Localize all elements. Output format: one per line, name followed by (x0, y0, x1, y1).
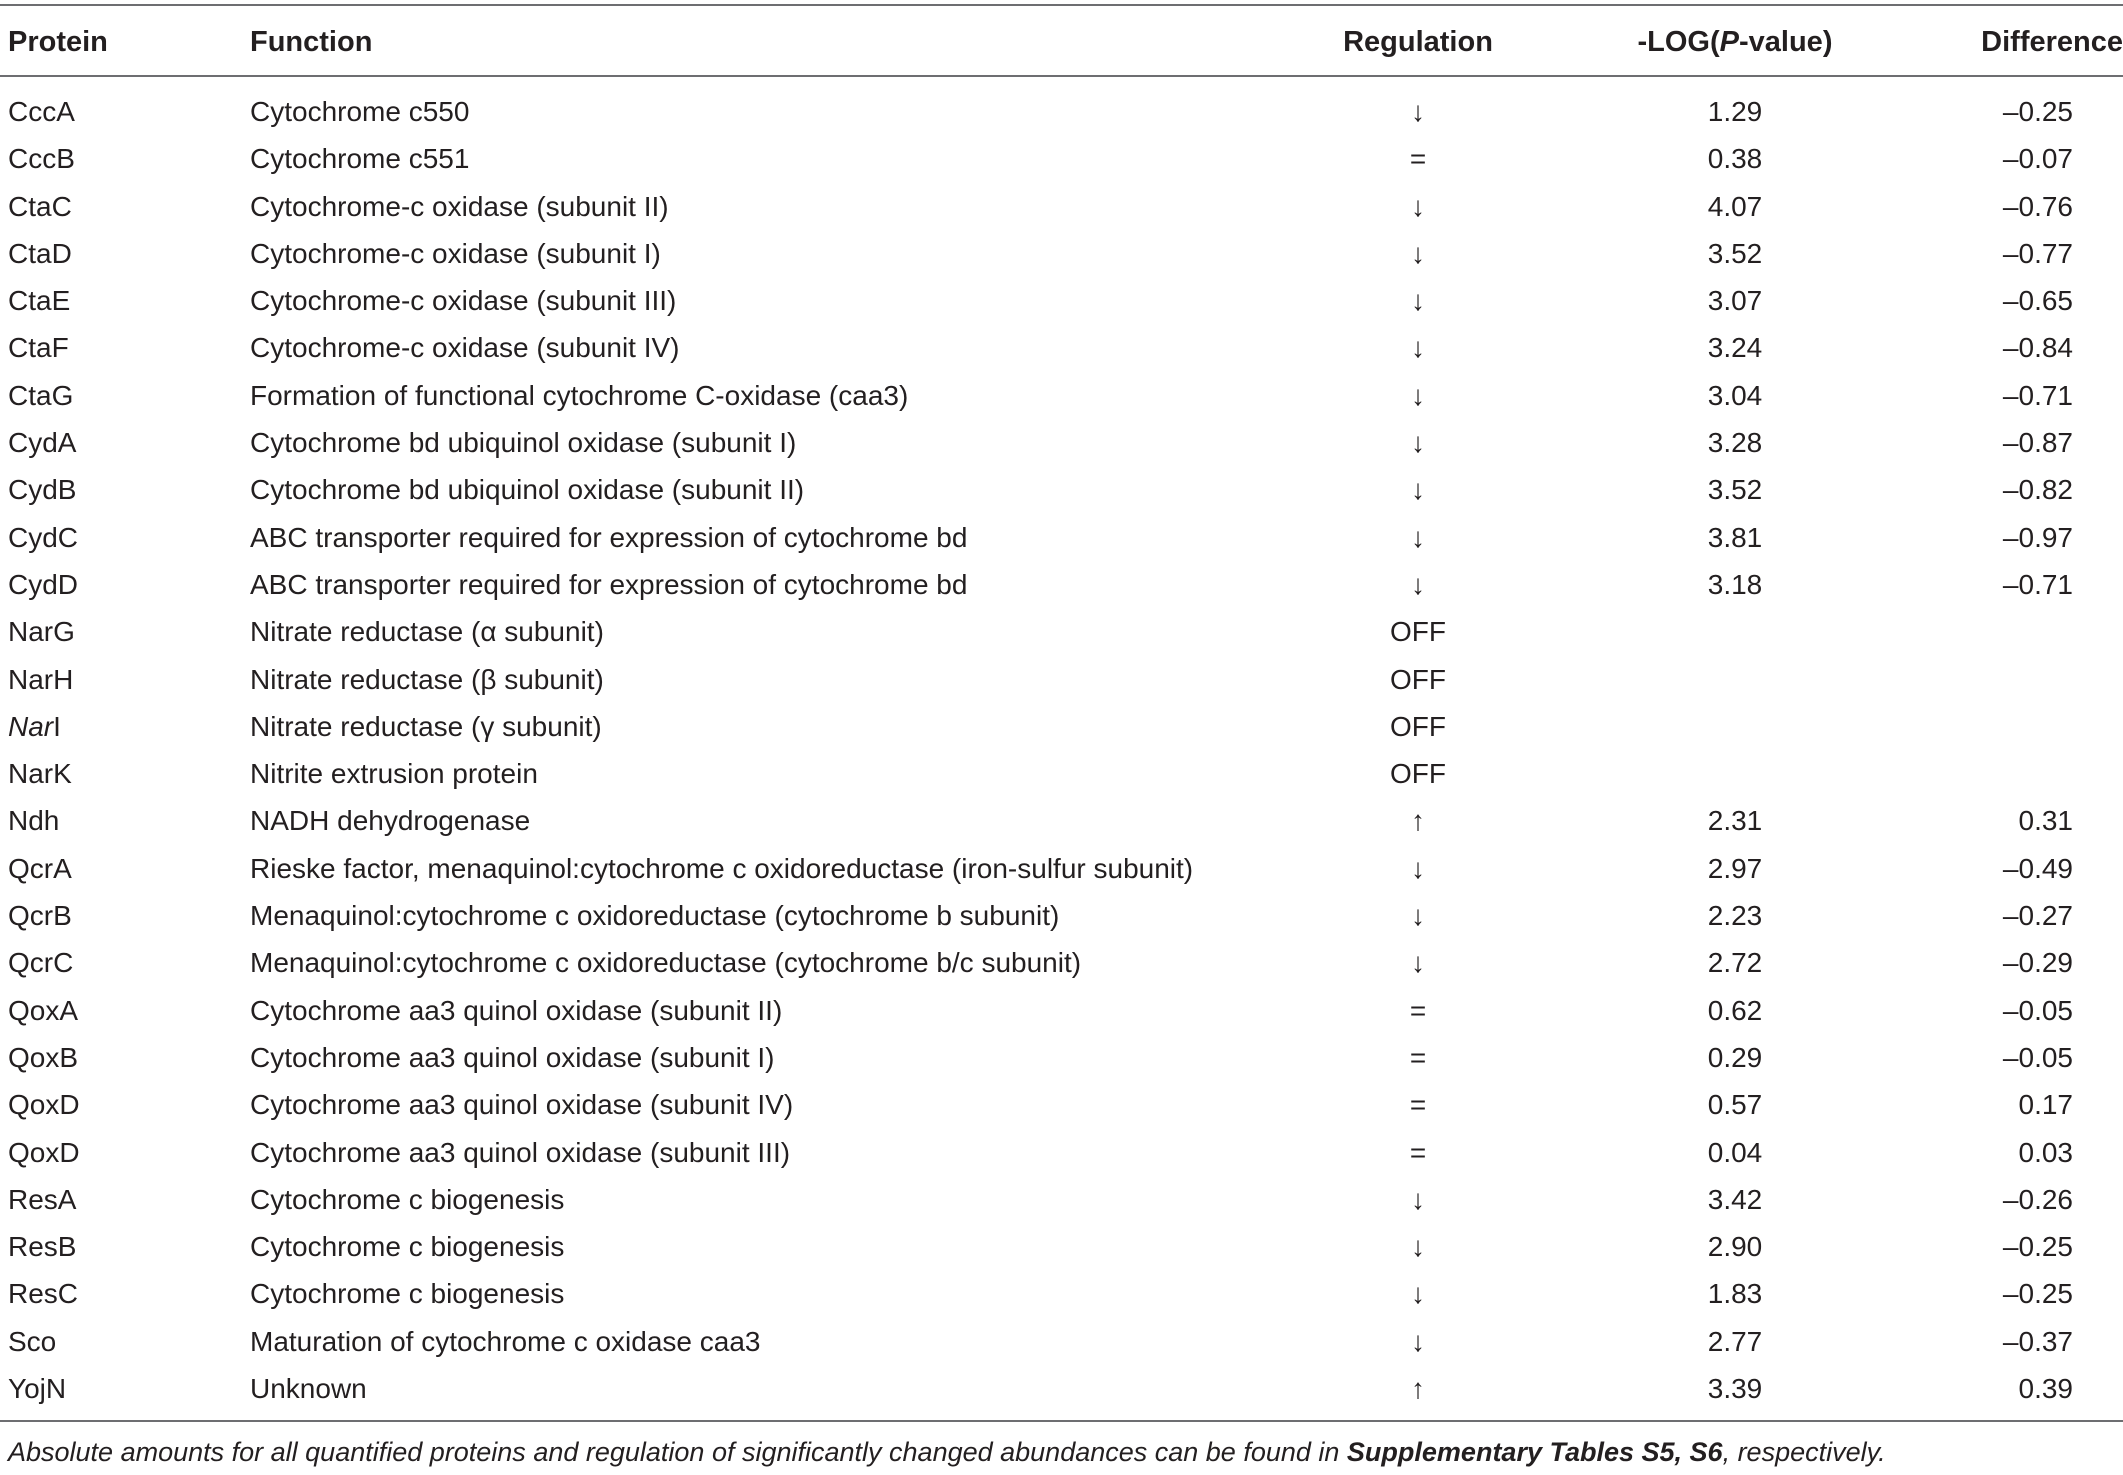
cell-regulation: = (1409, 1089, 1427, 1121)
table-row (0, 896, 2123, 943)
cell-protein-name: ResC (8, 1278, 79, 1310)
cell-log-p-value: 3.39 (1707, 1373, 1763, 1405)
cell-protein (8, 565, 78, 605)
table-row (0, 943, 2123, 990)
cell-protein (8, 801, 59, 841)
cell-regulation: ↓ (1411, 285, 1425, 317)
cell-difference: –0.05 (2002, 1041, 2073, 1073)
cell-regulation: ↓ (1411, 521, 1425, 553)
cell-protein-name: CtaD (8, 237, 72, 269)
cell-regulation: ↓ (1411, 568, 1425, 600)
cell-protein-name: QoxD (8, 1089, 80, 1121)
cell-regulation: ↓ (1411, 379, 1425, 411)
cell-protein (8, 1227, 76, 1267)
cell-regulation: ↓ (1411, 852, 1425, 884)
cell-protein-name: CccA (8, 96, 75, 127)
cell-function: ABC transporter required for expression of cytochrome bd (250, 568, 968, 600)
cell-log-p-value: 3.52 (1707, 474, 1763, 506)
cell-regulation: ↓ (1411, 190, 1425, 222)
cell-protein-name: QcrA (8, 852, 72, 884)
cell-log-p-value: 2.23 (1707, 900, 1763, 932)
header-protein: Protein (8, 26, 108, 58)
header-log-p-value (1600, 14, 1870, 70)
cell-function: ABC transporter required for expression of cytochrome bd (250, 521, 968, 553)
cell-function: Cytochrome bd ubiquinol oxidase (subunit II) (250, 474, 805, 506)
cell-log-p-value: 2.77 (1707, 1325, 1763, 1357)
cell-log-p-value: 0.38 (1707, 143, 1763, 175)
cell-log-p-value: 0.29 (1707, 1041, 1763, 1073)
cell-function: Cytochrome aa3 quinol oxidase (subunit II) (250, 994, 783, 1026)
cell-protein-name: ResA (8, 1183, 77, 1215)
cell-protein (8, 1180, 76, 1220)
cell-protein (8, 1038, 78, 1078)
footnote-text-end: , respectively. (1722, 1437, 1886, 1467)
cell-protein-name: NarH (8, 663, 74, 695)
cell-log-p-value: 3.18 (1707, 568, 1763, 600)
cell-protein (8, 328, 69, 368)
cell-difference: –0.84 (2002, 332, 2073, 364)
cell-difference: –0.25 (2002, 96, 2073, 127)
table-row (0, 92, 2123, 139)
header-log-prefix: -LOG( (1637, 26, 1720, 58)
table-footnote (8, 1432, 2118, 1472)
header-difference: Difference (1981, 26, 2123, 58)
header-function: Function (250, 26, 373, 58)
cell-protein-name: CydC (8, 521, 79, 553)
cell-regulation: ↓ (1411, 427, 1425, 459)
header-log-p: P (1719, 26, 1739, 58)
cell-function: Maturation of cytochrome c oxidase caa3 (250, 1325, 761, 1357)
cell-function: Nitrate reductase (β subunit) (250, 663, 604, 695)
cell-regulation: ↓ (1411, 96, 1425, 127)
cell-regulation: ↑ (1411, 1373, 1425, 1405)
cell-protein (8, 943, 73, 983)
table-row (0, 139, 2123, 186)
cell-regulation: OFF (1390, 616, 1446, 648)
cell-protein-name: CtaE (8, 285, 71, 317)
cell-protein (8, 1085, 80, 1125)
cell-log-p-value: 3.04 (1707, 379, 1763, 411)
cell-protein-name: CccB (8, 143, 75, 175)
table-top-rule (0, 4, 2123, 6)
cell-protein-name: QoxB (8, 1041, 79, 1073)
cell-regulation: = (1409, 1041, 1427, 1073)
footnote-supplementary-ref: Supplementary Tables S5, S6 (1346, 1437, 1723, 1467)
cell-function: Cytochrome-c oxidase (subunit III) (250, 285, 677, 317)
cell-log-p-value: 3.07 (1707, 285, 1763, 317)
cell-protein-name: CydA (8, 427, 77, 459)
cell-log-p-value: 0.62 (1707, 994, 1763, 1026)
table-row (0, 1322, 2123, 1369)
cell-protein-name: CtaF (8, 332, 69, 364)
table-row (0, 707, 2123, 754)
table-row (0, 1180, 2123, 1227)
cell-regulation: = (1409, 143, 1427, 175)
table-row (0, 1038, 2123, 1085)
table-row (0, 660, 2123, 707)
cell-log-p-value: 3.52 (1707, 237, 1763, 269)
cell-difference: –0.97 (2002, 521, 2073, 553)
table-row (0, 187, 2123, 234)
cell-protein-name: NarK (8, 758, 72, 790)
cell-function: Cytochrome c biogenesis (250, 1231, 565, 1263)
cell-protein (8, 754, 72, 794)
cell-log-p-value: 2.90 (1707, 1231, 1763, 1263)
cell-protein (8, 281, 70, 321)
cell-function: Unknown (250, 1373, 367, 1405)
cell-protein (8, 1322, 56, 1362)
table-row (0, 991, 2123, 1038)
cell-regulation: ↓ (1411, 900, 1425, 932)
cell-difference: 0.03 (2018, 1136, 2073, 1168)
cell-function: Nitrate reductase (α subunit) (250, 616, 604, 648)
cell-protein-name: I (53, 710, 61, 742)
cell-function: Cytochrome aa3 quinol oxidase (subunit III) (250, 1136, 791, 1168)
cell-function: Cytochrome bd ubiquinol oxidase (subunit I) (250, 427, 797, 459)
cell-function: Nitrite extrusion protein (250, 758, 538, 790)
cell-regulation: = (1409, 994, 1427, 1026)
cell-function: Cytochrome-c oxidase (subunit II) (250, 190, 669, 222)
cell-protein-name: QcrC (8, 947, 74, 979)
cell-difference: –0.49 (2002, 852, 2073, 884)
table-row (0, 1227, 2123, 1274)
cell-log-p-value: 3.24 (1707, 332, 1763, 364)
cell-function: Cytochrome c551 (250, 143, 470, 175)
cell-regulation: OFF (1390, 663, 1446, 695)
cell-regulation: ↓ (1411, 1278, 1425, 1310)
cell-function: Cytochrome c550 (250, 96, 470, 127)
cell-log-p-value: 3.28 (1707, 427, 1763, 459)
cell-log-p-value: 3.42 (1707, 1183, 1763, 1215)
cell-protein-name: Sco (8, 1325, 57, 1357)
cell-difference: –0.07 (2002, 143, 2073, 175)
cell-function: Nitrate reductase (γ subunit) (250, 710, 602, 742)
cell-function: Menaquinol:cytochrome c oxidoreductase (cytochrome b/c subunit) (250, 947, 1082, 979)
cell-function: Cytochrome-c oxidase (subunit I) (250, 237, 661, 269)
cell-function: Menaquinol:cytochrome c oxidoreductase (cytochrome b subunit) (250, 900, 1060, 932)
cell-function: Cytochrome c biogenesis (250, 1278, 565, 1310)
cell-difference: –0.25 (2002, 1231, 2073, 1263)
cell-function: Cytochrome aa3 quinol oxidase (subunit IV) (250, 1089, 794, 1121)
table-row (0, 470, 2123, 517)
cell-difference: –0.87 (2002, 427, 2073, 459)
cell-regulation: ↓ (1411, 947, 1425, 979)
cell-protein (8, 1369, 66, 1409)
cell-protein (8, 139, 75, 179)
table-row (0, 565, 2123, 612)
header-log-suffix: -value) (1739, 26, 1833, 58)
cell-protein-name: NarG (8, 616, 75, 648)
table-header-rule (0, 75, 2123, 77)
cell-difference: –0.37 (2002, 1325, 2073, 1357)
cell-difference: –0.65 (2002, 285, 2073, 317)
cell-log-p-value: 2.97 (1707, 852, 1763, 884)
cell-log-p-value: 0.04 (1707, 1136, 1763, 1168)
cell-protein (8, 849, 72, 889)
table-bottom-rule (0, 1420, 2123, 1422)
table-row (0, 328, 2123, 375)
cell-difference: 0.31 (2018, 805, 2073, 837)
cell-function: Formation of functional cytochrome C-oxidase (caa3) (250, 379, 909, 411)
cell-protein (8, 187, 72, 227)
table-row (0, 376, 2123, 423)
cell-protein (8, 470, 76, 510)
cell-function: Cytochrome-c oxidase (subunit IV) (250, 332, 680, 364)
cell-protein-name: CydB (8, 474, 77, 506)
table-row (0, 1133, 2123, 1180)
cell-protein (8, 612, 75, 652)
cell-difference: –0.76 (2002, 190, 2073, 222)
table-row (0, 234, 2123, 281)
table-row (0, 518, 2123, 565)
table-row (0, 754, 2123, 801)
cell-regulation: ↓ (1411, 332, 1425, 364)
cell-protein (8, 660, 73, 700)
table-row (0, 1369, 2123, 1416)
table-row (0, 1085, 2123, 1132)
table-row (0, 423, 2123, 470)
cell-protein (8, 423, 76, 463)
cell-log-p-value: 3.81 (1707, 521, 1763, 553)
cell-log-p-value: 2.72 (1707, 947, 1763, 979)
cell-difference: –0.77 (2002, 237, 2073, 269)
table-row (0, 281, 2123, 328)
cell-regulation: ↓ (1411, 1325, 1425, 1357)
cell-log-p-value: 0.57 (1707, 1089, 1763, 1121)
cell-protein-name: QoxA (8, 994, 79, 1026)
cell-difference: 0.17 (2018, 1089, 2073, 1121)
cell-regulation: ↓ (1411, 237, 1425, 269)
table-row (0, 612, 2123, 659)
cell-regulation: ↓ (1411, 1231, 1425, 1263)
cell-protein (8, 92, 75, 132)
table-row (0, 801, 2123, 848)
cell-protein-name: Ndh (8, 805, 60, 837)
cell-log-p-value: 2.31 (1707, 805, 1763, 837)
cell-regulation: ↓ (1411, 474, 1425, 506)
cell-difference: 0.39 (2018, 1373, 2073, 1405)
cell-protein (8, 896, 72, 936)
table-header-row (0, 14, 2123, 70)
cell-difference: –0.25 (2002, 1278, 2073, 1310)
cell-protein (8, 1274, 78, 1314)
footnote-text: Absolute amounts for all quantified proteins and regulation of significantly changed abundances can be found in (8, 1437, 1347, 1467)
cell-protein-name: CtaC (8, 190, 72, 222)
cell-function: Cytochrome c biogenesis (250, 1183, 565, 1215)
cell-function: NADH dehydrogenase (250, 805, 531, 837)
cell-protein-name: YojN (8, 1373, 67, 1405)
cell-protein (8, 991, 78, 1031)
cell-difference: –0.27 (2002, 900, 2073, 932)
cell-log-p-value: 4.07 (1707, 190, 1763, 222)
cell-log-p-value: 1.29 (1707, 96, 1763, 127)
cell-protein-name: QoxD (8, 1136, 80, 1168)
cell-protein-italic: Nar (8, 710, 54, 742)
cell-regulation: OFF (1390, 758, 1446, 790)
cell-protein-name: ResB (8, 1231, 77, 1263)
cell-regulation: = (1409, 1136, 1427, 1168)
cell-protein (8, 518, 78, 558)
cell-difference: –0.26 (2002, 1183, 2073, 1215)
cell-protein (8, 1133, 80, 1173)
header-regulation: Regulation (1343, 26, 1493, 58)
cell-difference: –0.82 (2002, 474, 2073, 506)
cell-regulation: ↓ (1411, 1183, 1425, 1215)
cell-function: Rieske factor, menaquinol:cytochrome c oxidoreductase (iron-sulfur subunit) (250, 852, 1194, 884)
cell-protein-name: QcrB (8, 900, 72, 932)
cell-regulation: ↑ (1411, 805, 1425, 837)
cell-protein (8, 707, 61, 747)
cell-protein (8, 234, 72, 274)
cell-difference: –0.71 (2002, 379, 2073, 411)
cell-regulation: OFF (1390, 710, 1446, 742)
table-body (0, 92, 2123, 1416)
table-row (0, 849, 2123, 896)
table-row (0, 1274, 2123, 1321)
cell-difference: –0.05 (2002, 994, 2073, 1026)
cell-function: Cytochrome aa3 quinol oxidase (subunit I) (250, 1041, 775, 1073)
cell-protein-name: CtaG (8, 379, 74, 411)
cell-difference: –0.71 (2002, 568, 2073, 600)
cell-protein (8, 376, 73, 416)
cell-difference: –0.29 (2002, 947, 2073, 979)
cell-protein-name: CydD (8, 568, 79, 600)
cell-log-p-value: 1.83 (1707, 1278, 1763, 1310)
